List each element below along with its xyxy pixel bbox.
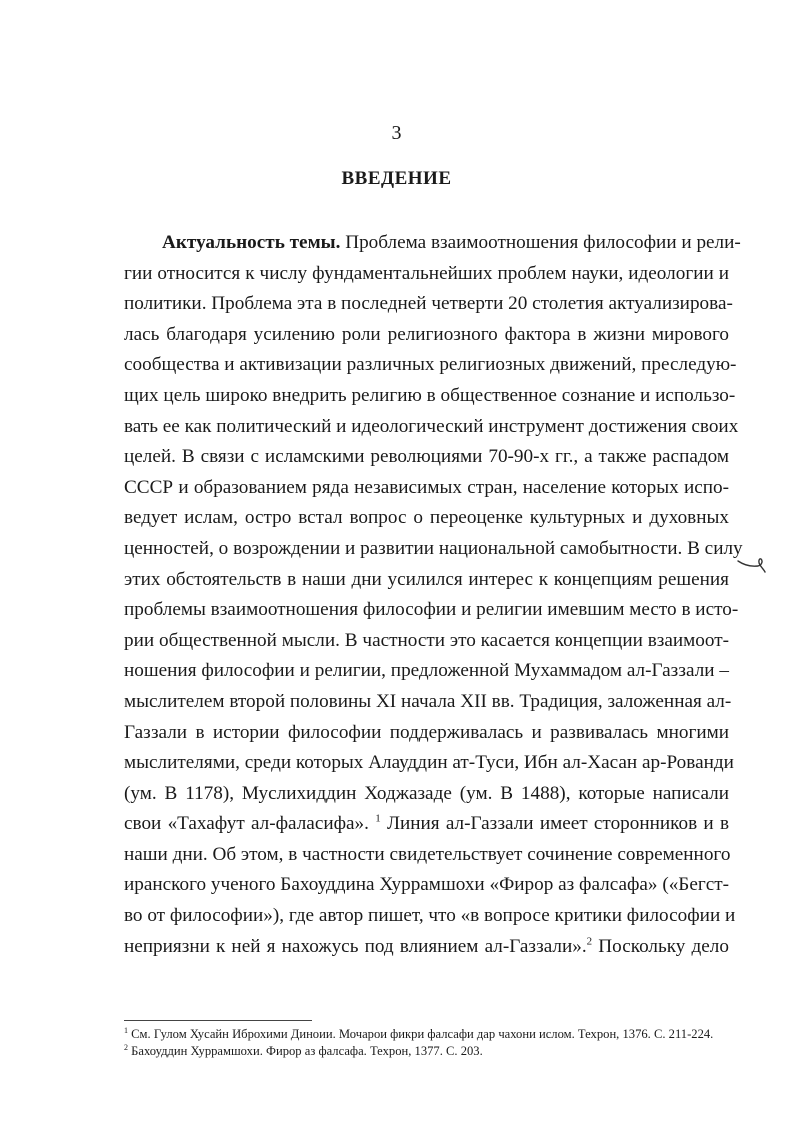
paragraph-line: ведует ислам, остро встал вопрос о переоценке культурных и духовных xyxy=(124,507,729,529)
line-text: Проблема взаимоотношения философии и рели- xyxy=(340,232,741,253)
paragraph-line: лась благодаря усилению роли религиозного фактора в жизни мирового xyxy=(124,323,729,345)
paragraph-line: иранского ученого Бахоуддина Хуррамшохи «Фирор аз фалсафа» («Бегст- xyxy=(124,874,729,896)
paragraph-line xyxy=(124,228,741,259)
paragraph-line: ценностей, о возрождении и развитии национальной самобытности. В силу xyxy=(124,537,743,559)
paragraph-line: проблемы взаимоотношения философии и религии имевшим место в исто- xyxy=(124,599,739,621)
paragraph-line: рии общественной мысли. В частности это касается концепции взаимоот- xyxy=(124,629,729,651)
footnote-2 xyxy=(124,1043,744,1060)
paragraph-line: во от философии»), где автор пишет, что «в вопросе критики философии и xyxy=(124,905,736,927)
line-text: неприязни к ней я нахожусь под влиянием ал-Газзали». xyxy=(124,935,587,957)
footnote-text: Бахоуддин Хуррамшохи. Фирор аз фалсафа. Техрон, 1377. С. 203. xyxy=(128,1044,483,1058)
footnote-ref-1[interactable]: 1 xyxy=(375,812,381,825)
section-heading: ВВЕДЕНИЕ xyxy=(341,168,452,189)
lead-bold-text: Актуальность темы. xyxy=(162,232,341,253)
line-text: Линия ал-Газзали имеет сторонников и в xyxy=(380,813,729,835)
paragraph-line: вать ее как политический и идеологический инструмент достижения своих xyxy=(124,415,739,437)
footnote-divider xyxy=(124,1020,312,1021)
paragraph-line: Газзали в истории философии поддерживалась и развивалась многими xyxy=(124,721,729,743)
paragraph-line: этих обстоятельств в наши дни усилился интерес к концепциям решения xyxy=(124,568,729,590)
paragraph-line: политики. Проблема эта в последней четверти 20 столетия актуализирова- xyxy=(124,293,733,315)
paragraph-line: СССР и образованием ряда независимых стран, население которых испо- xyxy=(124,476,729,498)
line-text: свои «Тахафут ал-фаласифа». xyxy=(124,813,369,835)
paragraph-line: сообщества и активизации различных религиозных движений, преследую- xyxy=(124,354,737,376)
paragraph-line: щих цель широко внедрить религию в общественное сознание и использо- xyxy=(124,384,736,406)
footnote-marker: 2 xyxy=(124,1042,128,1052)
footnote-text: См. Гулом Хусайн Иброхими Диноии. Мочарои фикри фалсафи дар чахони ислом. Техрон, 1376. С. 211-224. xyxy=(128,1027,714,1041)
paragraph-line: гии относится к числу фундаментальнейших проблем науки, идеологии и xyxy=(124,262,729,284)
paragraph-line xyxy=(124,932,729,963)
paragraph-line: целей. В связи с исламскими революциями 70-90-х гг., а также распадом xyxy=(124,446,729,468)
footnote-1 xyxy=(124,1026,744,1043)
paragraph-line: мыслителями, среди которых Алауддин ат-Туси, Ибн ал-Хасан ар-Рованди xyxy=(124,752,734,774)
footnote-marker: 1 xyxy=(124,1025,128,1035)
footnotes xyxy=(124,1026,744,1060)
footnote-ref-2[interactable]: 2 xyxy=(586,935,593,948)
handwritten-margin-mark xyxy=(736,553,768,575)
paragraph-line: ношения философии и религии, предложенной Мухаммадом ал-Газзали – xyxy=(124,660,729,682)
body-text xyxy=(124,228,743,962)
page-number: 3 xyxy=(391,122,402,144)
paragraph-line: наши дни. Об этом, в частности свидетельствует сочинение современного xyxy=(124,843,731,865)
paragraph-line: (ум. В 1178), Муслихиддин Ходжазаде (ум. В 1488), которые написали xyxy=(124,782,729,804)
line-text: Поскольку дело xyxy=(592,935,729,957)
paragraph-line xyxy=(124,809,729,840)
paragraph-line: мыслителем второй половины XI начала XII вв. Традиция, заложенная ал- xyxy=(124,690,732,712)
